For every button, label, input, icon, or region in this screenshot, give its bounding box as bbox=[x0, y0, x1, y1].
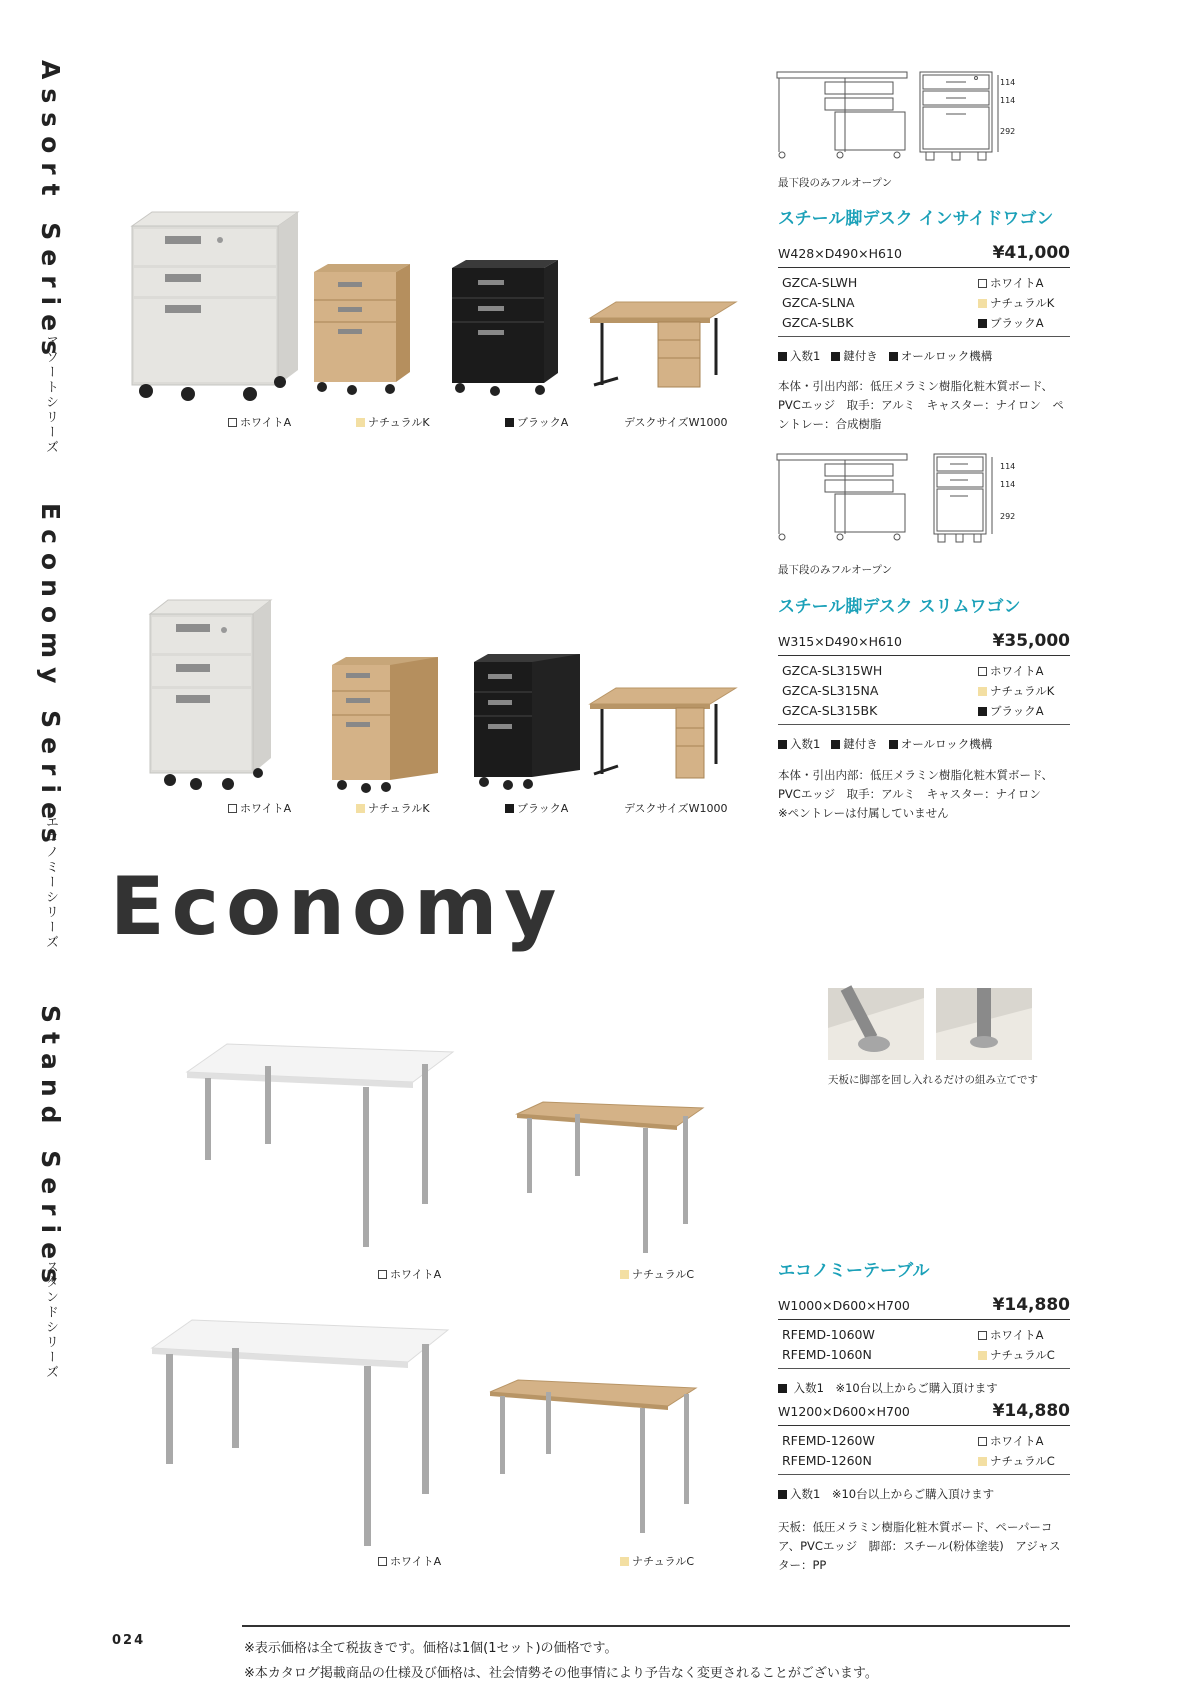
swatch-white bbox=[978, 1437, 987, 1446]
side-sub-economy: エコノミーシリーズ bbox=[43, 815, 58, 950]
inside-wagon-dim-2: 114 bbox=[1000, 96, 1016, 105]
swatch-white bbox=[978, 279, 987, 288]
color-label: ブラックA bbox=[990, 704, 1044, 718]
swatch-black bbox=[505, 418, 514, 427]
side-title-assort: Assort Series bbox=[36, 60, 65, 364]
assembly-caption: 天板に脚部を回し入れるだけの組み立てです bbox=[828, 1074, 1038, 1086]
slim-wagon-dim-1: 114 bbox=[1000, 462, 1016, 471]
product-code: GZCA-SLWH bbox=[782, 275, 858, 290]
assembly-photo-1 bbox=[828, 988, 924, 1060]
caption-natural bbox=[356, 414, 430, 430]
feature-bullet bbox=[778, 1490, 787, 1499]
economy-1000-price: ¥14,880 bbox=[992, 1295, 1070, 1315]
slim-wagon-white-image bbox=[148, 598, 273, 793]
economy-1200-code-list bbox=[778, 1430, 1070, 1475]
feature-all-lock: オールロック機構 bbox=[900, 349, 993, 363]
feature-all-lock: オールロック機構 bbox=[900, 737, 993, 751]
economy-table-1200-white-image bbox=[150, 1318, 450, 1558]
economy-1200-size-row bbox=[778, 1396, 1070, 1426]
side-title-economy: Economy Series bbox=[36, 503, 65, 852]
feature-bullet bbox=[778, 1384, 787, 1393]
code-row bbox=[778, 272, 1070, 292]
product-code: RFEMD-1060N bbox=[782, 1347, 872, 1362]
feature-qty: 入数1 bbox=[790, 737, 821, 751]
swatch-white bbox=[378, 1270, 387, 1279]
swatch-natural bbox=[978, 687, 987, 696]
inside-wagon-features bbox=[778, 348, 992, 364]
feature-bullet bbox=[831, 740, 840, 749]
inside-wagon-dim-3: 292 bbox=[1000, 127, 1016, 136]
slim-wagon-code-list bbox=[778, 660, 1070, 725]
swatch-natural bbox=[620, 1557, 629, 1566]
caption-black bbox=[505, 800, 568, 816]
swatch-natural bbox=[620, 1270, 629, 1279]
code-row bbox=[778, 700, 1070, 720]
code-row bbox=[778, 1450, 1070, 1470]
caption-white bbox=[228, 414, 291, 430]
swatch-white bbox=[228, 418, 237, 427]
inside-wagon-price: ¥41,000 bbox=[992, 243, 1070, 263]
product-code: RFEMD-1060W bbox=[782, 1327, 875, 1342]
product-code: GZCA-SL315BK bbox=[782, 703, 878, 718]
product-code: GZCA-SL315NA bbox=[782, 683, 879, 698]
inside-wagon-title: スチール脚デスク インサイドワゴン bbox=[778, 209, 1054, 229]
product-code: RFEMD-1260N bbox=[782, 1453, 872, 1468]
assembly-photo-2 bbox=[936, 988, 1032, 1060]
economy-table-1000-natural-image bbox=[515, 1100, 705, 1258]
economy-table-1000-white-image bbox=[185, 1042, 455, 1262]
swatch-natural bbox=[978, 299, 987, 308]
caption-label: ナチュラルK bbox=[368, 802, 430, 815]
color-label: ホワイトA bbox=[990, 664, 1044, 678]
color-label: ナチュラルK bbox=[990, 296, 1055, 310]
slim-wagon-side-diagram bbox=[775, 452, 910, 544]
caption-label: ブラックA bbox=[517, 416, 569, 429]
economy-heading: Economy bbox=[110, 860, 564, 953]
product-color bbox=[978, 1327, 1044, 1343]
caption-label: ホワイトA bbox=[240, 416, 292, 429]
inside-wagon-code-list bbox=[778, 272, 1070, 337]
economy-1000-size: W1000×D600×H700 bbox=[778, 1298, 910, 1313]
caption-black bbox=[505, 414, 568, 430]
product-color bbox=[978, 1453, 1055, 1469]
swatch-natural bbox=[356, 418, 365, 427]
footer-note-price: ※表示価格は全て税抜きです。価格は1個(1セット)の価格です。 bbox=[244, 1641, 618, 1656]
feature-lock: 鍵付き bbox=[843, 349, 878, 363]
color-label: ナチュラルK bbox=[990, 684, 1055, 698]
product-color bbox=[978, 703, 1044, 719]
slim-wagon-dim-2: 114 bbox=[1000, 480, 1016, 489]
caption-natural bbox=[356, 800, 430, 816]
caption-white bbox=[378, 1553, 441, 1569]
economy-1200-price: ¥14,880 bbox=[992, 1401, 1070, 1421]
economy-1000-size-row bbox=[778, 1290, 1070, 1320]
feature-bullet bbox=[889, 352, 898, 361]
side-sub-stand: スタンドシリーズ bbox=[43, 1260, 58, 1380]
caption-desk-size: デスクサイズW1000 bbox=[624, 802, 728, 815]
economy-1000-code-list bbox=[778, 1324, 1070, 1369]
slim-wagon-price: ¥35,000 bbox=[992, 631, 1070, 651]
slim-wagon-size-row bbox=[778, 626, 1070, 656]
inside-wagon-natural-image bbox=[312, 262, 412, 397]
caption-natural bbox=[620, 1266, 694, 1282]
caption-desk-size: デスクサイズW1000 bbox=[624, 416, 728, 429]
inside-wagon-desk-image bbox=[588, 300, 738, 400]
product-code: GZCA-SL315WH bbox=[782, 663, 883, 678]
feature-bullet bbox=[831, 352, 840, 361]
slim-wagon-natural-image bbox=[330, 655, 440, 795]
feature-lock: 鍵付き bbox=[843, 737, 878, 751]
code-row bbox=[778, 680, 1070, 700]
swatch-white bbox=[978, 667, 987, 676]
swatch-white bbox=[978, 1331, 987, 1340]
color-label: ホワイトA bbox=[990, 1434, 1044, 1448]
page-number: 024 bbox=[112, 1633, 146, 1648]
swatch-natural bbox=[978, 1457, 987, 1466]
slim-wagon-desk-image bbox=[588, 686, 738, 790]
color-label: ホワイトA bbox=[990, 1328, 1044, 1342]
footer-divider bbox=[242, 1625, 1070, 1627]
caption-label: ナチュラルC bbox=[632, 1268, 695, 1281]
inside-wagon-black-image bbox=[450, 258, 560, 398]
caption-label: ブラックA bbox=[517, 802, 569, 815]
feature-bullet bbox=[889, 740, 898, 749]
swatch-white bbox=[228, 804, 237, 813]
swatch-black bbox=[978, 707, 987, 716]
slim-wagon-materials bbox=[778, 766, 1070, 823]
slim-wagon-title: スチール脚デスク スリムワゴン bbox=[778, 597, 1021, 617]
code-row bbox=[778, 312, 1070, 332]
inside-wagon-size-row bbox=[778, 238, 1070, 268]
side-sub-assort: アソートシリーズ bbox=[43, 335, 58, 455]
slim-wagon-note: ※ペントレーは付属していません bbox=[778, 806, 949, 820]
caption-label: ホワイトA bbox=[390, 1555, 442, 1568]
code-row bbox=[778, 1324, 1070, 1344]
feature-qty: 入数1 bbox=[790, 349, 821, 363]
inside-wagon-white-image bbox=[130, 210, 300, 400]
footer-note-changes: ※本カタログ掲載商品の仕様及び価格は、社会情勢その他事情により予告なく変更されることがございます。 bbox=[244, 1666, 878, 1681]
inside-wagon-side-diagram bbox=[775, 70, 910, 162]
caption-label: ホワイトA bbox=[240, 802, 292, 815]
product-code: RFEMD-1260W bbox=[782, 1433, 875, 1448]
feature-bullet bbox=[778, 740, 787, 749]
product-code: GZCA-SLNA bbox=[782, 295, 855, 310]
feature-bullet bbox=[778, 352, 787, 361]
slim-wagon-black-image bbox=[472, 652, 582, 795]
color-label: ブラックA bbox=[990, 316, 1044, 330]
slim-wagon-materials-text: 本体・引出内部：低圧メラミン樹脂化粧木質ボード、PVCエッジ 取手：アルミ キャスター：ナイロン bbox=[778, 768, 1053, 801]
economy-1000-note-text: 入数1 ※10台以上からご購入頂けます bbox=[793, 1381, 998, 1395]
product-color bbox=[978, 315, 1044, 331]
swatch-black bbox=[505, 804, 514, 813]
economy-table-title: エコノミーテーブル bbox=[778, 1261, 930, 1281]
caption-label: ナチュラルK bbox=[368, 416, 430, 429]
caption-label: ナチュラルC bbox=[632, 1555, 695, 1568]
slim-wagon-features bbox=[778, 736, 992, 752]
caption-white bbox=[228, 800, 291, 816]
caption-white bbox=[378, 1266, 441, 1282]
product-code: GZCA-SLBK bbox=[782, 315, 854, 330]
economy-1200-note bbox=[778, 1486, 994, 1502]
color-label: ナチュラルC bbox=[990, 1454, 1055, 1468]
code-row bbox=[778, 1430, 1070, 1450]
economy-table-1200-natural-image bbox=[488, 1378, 698, 1538]
code-row bbox=[778, 660, 1070, 680]
slim-wagon-dim-3: 292 bbox=[1000, 512, 1016, 521]
side-title-stand: Stand Series bbox=[36, 1005, 65, 1292]
economy-1200-note-text: 入数1 ※10台以上からご購入頂けます bbox=[790, 1487, 995, 1501]
product-color bbox=[978, 295, 1054, 311]
swatch-natural bbox=[356, 804, 365, 813]
product-color bbox=[978, 1433, 1044, 1449]
swatch-white bbox=[378, 1557, 387, 1566]
swatch-natural bbox=[978, 1351, 987, 1360]
inside-wagon-front-diagram bbox=[918, 70, 1038, 162]
inside-wagon-materials: 本体・引出内部：低圧メラミン樹脂化粧木質ボード、PVCエッジ 取手：アルミ キャスター：ナイロン ペントレー：合成樹脂 bbox=[778, 379, 1064, 431]
caption-natural bbox=[620, 1553, 694, 1569]
product-color bbox=[978, 1347, 1055, 1363]
product-color bbox=[978, 683, 1054, 699]
product-color bbox=[978, 663, 1044, 679]
economy-1000-note bbox=[778, 1380, 998, 1396]
inside-wagon-dim-1: 114 bbox=[1000, 78, 1016, 87]
caption-label: ホワイトA bbox=[390, 1268, 442, 1281]
slim-wagon-diagram-caption: 最下段のみフルオープン bbox=[778, 564, 893, 576]
economy-table-materials: 天板：低圧メラミン樹脂化粧木質ボード、ペーパーコア、PVCエッジ 脚部：スチール(粉体塗装) アジャスター：PP bbox=[778, 1520, 1061, 1572]
code-row bbox=[778, 292, 1070, 312]
slim-wagon-front-diagram bbox=[932, 452, 1032, 544]
economy-1200-size: W1200×D600×H700 bbox=[778, 1404, 910, 1419]
slim-wagon-size: W315×D490×H610 bbox=[778, 634, 902, 649]
color-label: ナチュラルC bbox=[990, 1348, 1055, 1362]
swatch-black bbox=[978, 319, 987, 328]
inside-wagon-diagram-caption: 最下段のみフルオープン bbox=[778, 177, 893, 189]
color-label: ホワイトA bbox=[990, 276, 1044, 290]
inside-wagon-size: W428×D490×H610 bbox=[778, 246, 902, 261]
product-color bbox=[978, 275, 1044, 291]
code-row bbox=[778, 1344, 1070, 1364]
